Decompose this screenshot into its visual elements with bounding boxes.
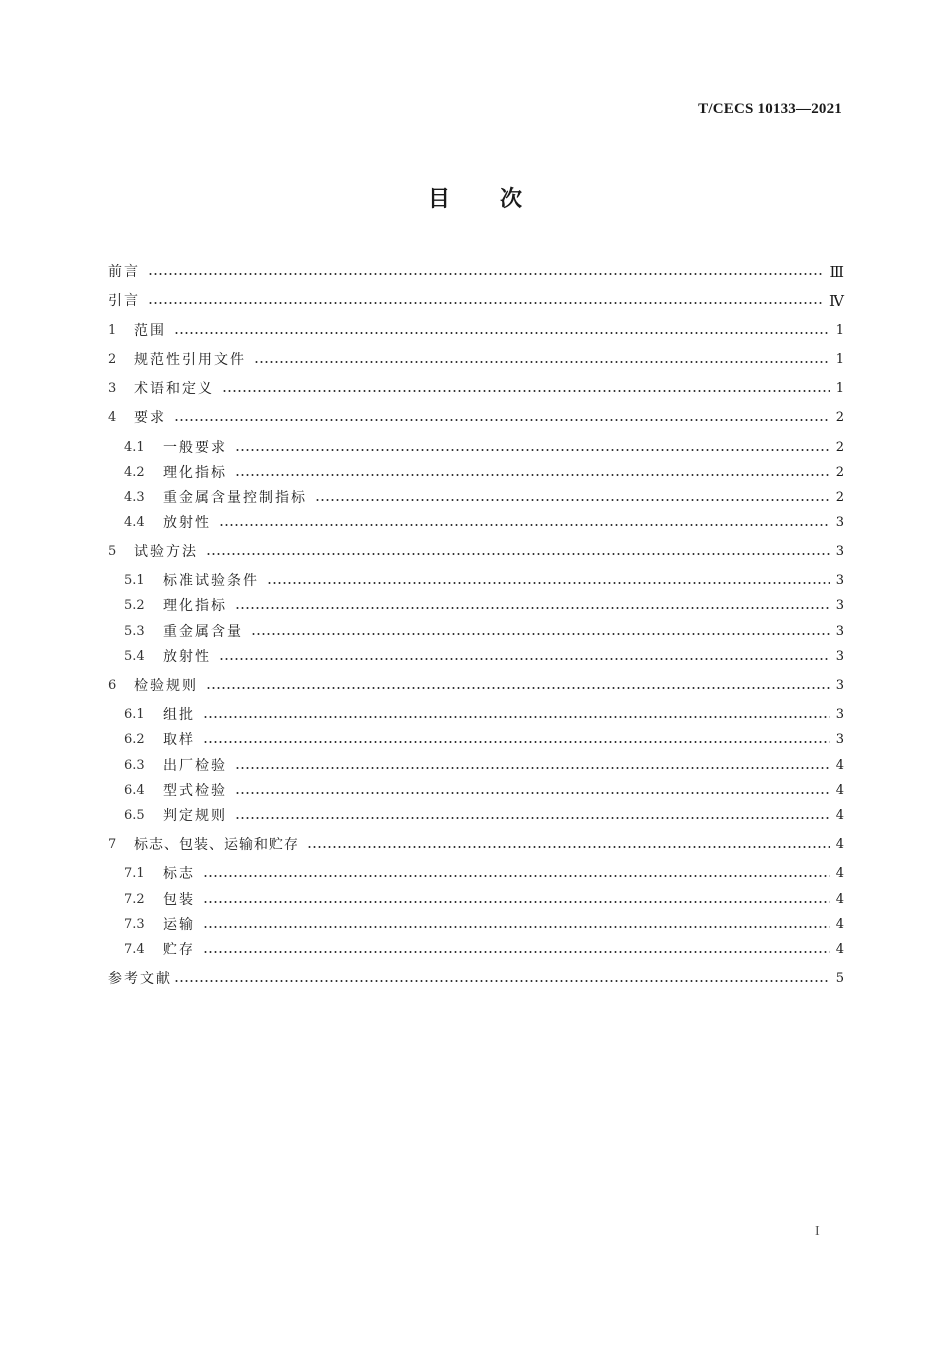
- toc-entry-title: 参考文献: [108, 971, 172, 987]
- toc-entry-title: 前言: [108, 264, 140, 280]
- toc-entry-6-3[interactable]: [124, 755, 844, 777]
- toc-entry-5-1[interactable]: [124, 570, 844, 592]
- toc-entry-page: 3: [835, 573, 844, 588]
- toc-entry-number: 5.1: [124, 573, 145, 588]
- toc-entry-number: 4.3: [124, 490, 145, 505]
- toc-entry-title: 理化指标: [163, 465, 227, 481]
- toc-entry-number: 3: [108, 381, 117, 396]
- toc-entry-number: 6.3: [124, 758, 145, 773]
- leader-dots: [174, 419, 830, 421]
- leader-dots: [235, 607, 830, 609]
- toc-entry-4-4[interactable]: [124, 512, 844, 534]
- toc-entry-page: 1: [835, 323, 844, 338]
- toc-entry-number: 2: [108, 352, 117, 367]
- leader-dots: [203, 901, 830, 903]
- toc-entry-5-3[interactable]: [124, 621, 844, 643]
- toc-entry-title: 重金属含量控制指标: [163, 490, 307, 506]
- toc-entry-title: 包装: [163, 892, 195, 908]
- toc-entry-title: 重金属含量: [163, 624, 243, 640]
- toc-entry-page: 4: [835, 892, 844, 907]
- leader-dots: [254, 361, 830, 363]
- toc-entry-title: 贮存: [163, 942, 195, 958]
- toc-entry-title: 术语和定义: [134, 381, 214, 397]
- toc-entry-page: Ⅳ: [829, 292, 844, 310]
- toc-entry-title: 要求: [134, 410, 166, 426]
- toc-entry-page: 4: [835, 917, 844, 932]
- leader-dots: [235, 449, 830, 451]
- toc-entry-page: 2: [835, 490, 844, 505]
- toc-entry-title: 标志、包装、运输和贮存: [134, 837, 299, 853]
- leader-dots: [203, 716, 830, 718]
- toc-entry-number: 4.4: [124, 515, 145, 530]
- toc-entry-number: 6.4: [124, 783, 145, 798]
- toc-entry-title: 范围: [134, 323, 166, 339]
- toc-entry-title: 运输: [163, 917, 195, 933]
- leader-dots: [203, 926, 830, 928]
- toc-entry-4-2[interactable]: [124, 462, 844, 484]
- toc-entry-title: 一般要求: [163, 440, 227, 456]
- leader-dots: [307, 846, 830, 848]
- toc-entry-7-1[interactable]: [124, 863, 844, 885]
- leader-dots: [203, 875, 830, 877]
- leader-dots: [148, 273, 824, 275]
- toc-entry-title: 检验规则: [134, 678, 198, 694]
- standard-code: T/CECS 10133—2021: [698, 101, 842, 117]
- toc-entry-4[interactable]: [108, 407, 844, 429]
- toc-entry-number: 7: [108, 837, 117, 852]
- toc-entry-number: 4.2: [124, 465, 145, 480]
- page-title: 目次: [427, 187, 572, 212]
- leader-dots: [203, 741, 830, 743]
- toc-entry-title: 型式检验: [163, 783, 227, 799]
- toc-entry-number: 5.2: [124, 598, 145, 613]
- toc-entry-page: 1: [835, 381, 844, 396]
- toc-entry-title: 标准试验条件: [163, 573, 259, 589]
- toc-entry-7-2[interactable]: [124, 889, 844, 911]
- toc-entry-4-1[interactable]: [124, 437, 844, 459]
- toc-entry-page: 4: [835, 837, 844, 852]
- leader-dots: [174, 332, 830, 334]
- toc-entry-foreword[interactable]: [108, 261, 844, 283]
- toc-entry-page: 3: [835, 544, 844, 559]
- leader-dots: [235, 817, 830, 819]
- toc-entry-bibliography[interactable]: [108, 968, 844, 990]
- toc-entry-5-2[interactable]: [124, 595, 844, 617]
- leader-dots: [222, 390, 830, 392]
- leader-dots: [174, 980, 830, 982]
- toc-entry-2[interactable]: [108, 349, 844, 371]
- toc-entry-number: 5.3: [124, 624, 145, 639]
- toc-entry-6-2[interactable]: [124, 729, 844, 751]
- toc-entry-number: 6.2: [124, 732, 145, 747]
- toc-entry-3[interactable]: [108, 378, 844, 400]
- leader-dots: [315, 499, 830, 501]
- toc-entry-number: 4.1: [124, 440, 145, 455]
- toc-entry-1[interactable]: [108, 320, 844, 342]
- leader-dots: [235, 767, 830, 769]
- toc-entry-page: 2: [835, 465, 844, 480]
- toc-entry-page: 4: [835, 808, 844, 823]
- toc-entry-number: 6.5: [124, 808, 145, 823]
- leader-dots: [206, 553, 830, 555]
- toc-entry-7[interactable]: [108, 834, 844, 856]
- toc-entry-number: 7.4: [124, 942, 145, 957]
- toc-entry-title: 标志: [163, 866, 195, 882]
- toc-entry-number: 1: [108, 323, 117, 338]
- leader-dots: [251, 633, 830, 635]
- toc-entry-page: 3: [835, 678, 844, 693]
- toc-entry-number: 7.3: [124, 917, 145, 932]
- toc-entry-7-4[interactable]: [124, 939, 844, 961]
- table-of-contents: [108, 0, 844, 1345]
- toc-entry-page: 3: [835, 515, 844, 530]
- toc-entry-title: 引言: [108, 293, 140, 309]
- toc-entry-number: 6.1: [124, 707, 145, 722]
- leader-dots: [219, 524, 830, 526]
- toc-entry-title: 规范性引用文件: [134, 352, 246, 368]
- toc-entry-6-1[interactable]: [124, 704, 844, 726]
- toc-entry-7-3[interactable]: [124, 914, 844, 936]
- toc-entry-page: 2: [835, 440, 844, 455]
- leader-dots: [203, 951, 830, 953]
- toc-entry-page: 4: [835, 942, 844, 957]
- toc-entry-title: 判定规则: [163, 808, 227, 824]
- toc-entry-number: 7.1: [124, 866, 145, 881]
- toc-entry-page: 4: [835, 758, 844, 773]
- toc-entry-6-4[interactable]: [124, 780, 844, 802]
- toc-entry-page: 3: [835, 598, 844, 613]
- leader-dots: [148, 302, 823, 304]
- toc-entry-title: 试验方法: [134, 544, 198, 560]
- leader-dots: [267, 582, 830, 584]
- toc-entry-number: 5: [108, 544, 117, 559]
- toc-entry-6-5[interactable]: [124, 805, 844, 827]
- toc-entry-6[interactable]: [108, 675, 844, 697]
- toc-entry-5-4[interactable]: [124, 646, 844, 668]
- toc-entry-page: 1: [835, 352, 844, 367]
- toc-entry-4-3[interactable]: [124, 487, 844, 509]
- leader-dots: [219, 658, 830, 660]
- toc-entry-number: 7.2: [124, 892, 145, 907]
- toc-entry-title: 出厂检验: [163, 758, 227, 774]
- toc-entry-title: 理化指标: [163, 598, 227, 614]
- toc-entry-page: 2: [835, 410, 844, 425]
- toc-entry-title: 取样: [163, 732, 195, 748]
- toc-entry-page: 3: [835, 732, 844, 747]
- toc-entry-5[interactable]: [108, 541, 844, 563]
- toc-entry-title: 组批: [163, 707, 195, 723]
- toc-entry-page: 4: [835, 866, 844, 881]
- leader-dots: [206, 687, 830, 689]
- toc-entry-page: Ⅲ: [829, 263, 844, 281]
- toc-entry-page: 3: [835, 707, 844, 722]
- toc-entry-title: 放射性: [163, 515, 211, 531]
- toc-entry-number: 4: [108, 410, 117, 425]
- page-number: I: [815, 1224, 820, 1239]
- leader-dots: [235, 474, 830, 476]
- toc-entry-number: 6: [108, 678, 117, 693]
- toc-entry-page: 3: [835, 649, 844, 664]
- toc-entry-page: 4: [835, 783, 844, 798]
- leader-dots: [235, 792, 830, 794]
- toc-entry-introduction[interactable]: [108, 290, 844, 312]
- toc-entry-page: 5: [835, 971, 844, 986]
- toc-entry-page: 3: [835, 624, 844, 639]
- toc-entry-number: 5.4: [124, 649, 145, 664]
- toc-entry-title: 放射性: [163, 649, 211, 665]
